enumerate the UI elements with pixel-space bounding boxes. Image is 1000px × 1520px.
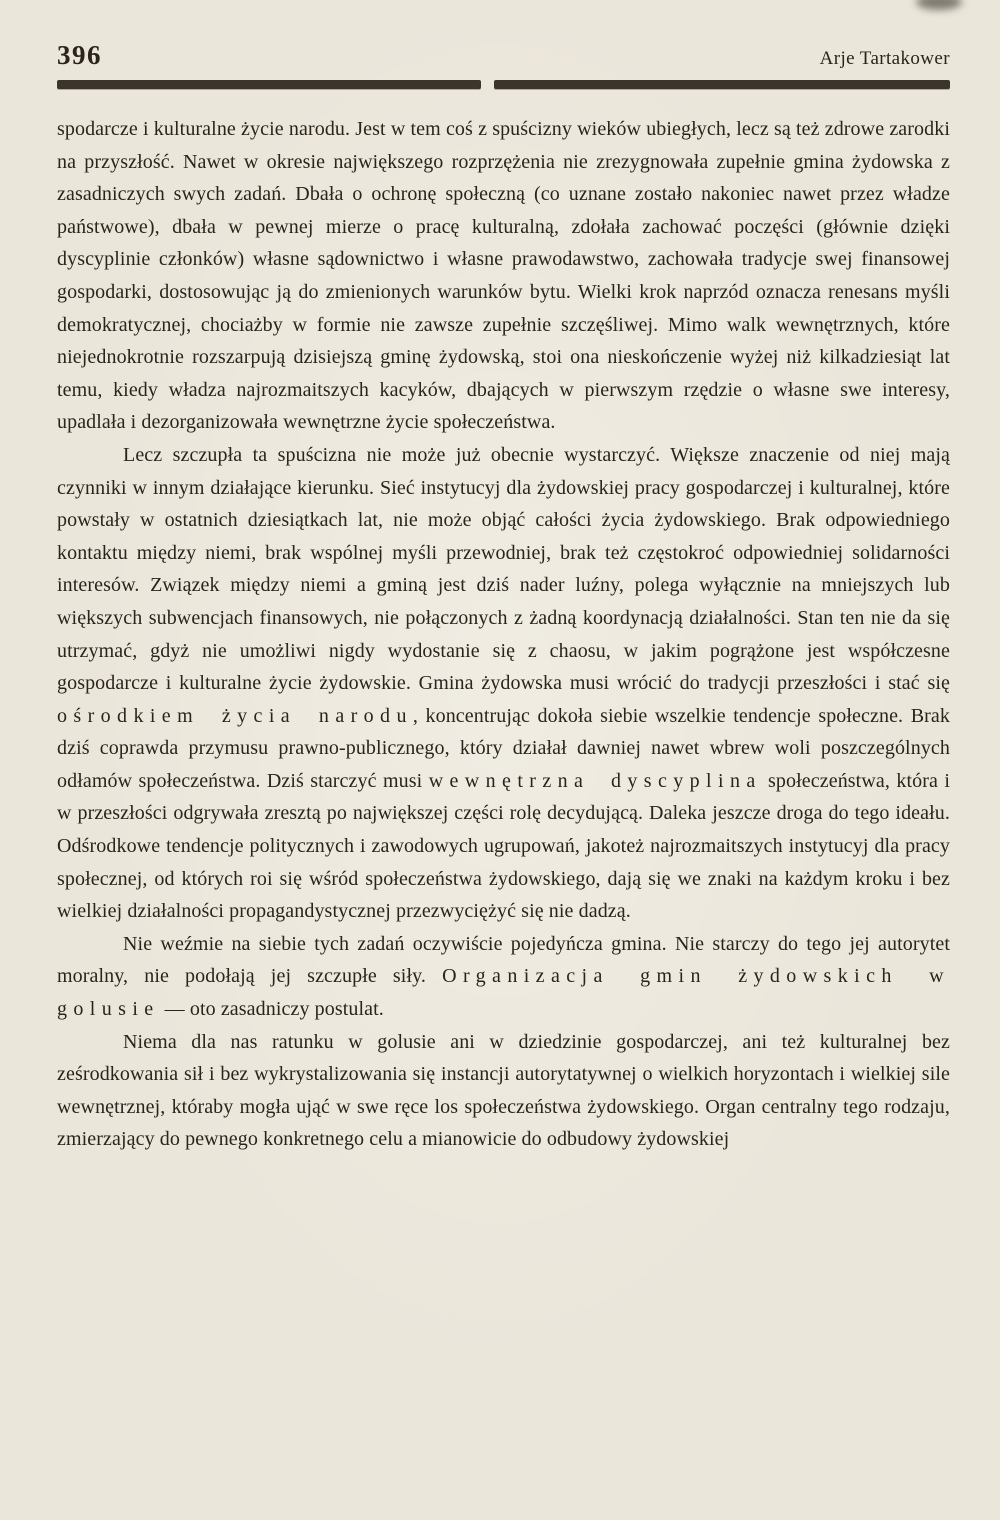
running-header-author: Arje Tartakower	[819, 48, 950, 69]
header-rule-left-segment	[57, 80, 481, 89]
header-rule-right-segment	[494, 80, 950, 89]
page-body	[57, 113, 950, 1156]
text-segment: , koncentrując dokoła siebie wszelkie tendencje społeczne. Brak dziś coprawda przymusu prawno-publicznego, który działał dawniej nawet wbrew woli poszczególnych odłamów społeczeństwa. Dziś starczyć musi	[57, 704, 950, 792]
header-rule	[57, 80, 950, 89]
text-segment: społeczeństwa, która i w przeszłości odgrywała zresztą po największej części rolę decydującą. Daleka jeszcze droga do tego ideału. Odśrodkowe tendencje politycznych i zawodowych ugrupowań, jakoteż najrozmaitszych instytucyj dla pracy społecznej, od których roi się wśród społeczeństwa żydowskiego, dają się we znaki na każdym kroku i bez wielkiej działalności propagandystycznej przezwyciężyć się nie dadzą.	[57, 769, 950, 923]
emphasized-text: ośrodkiem życia narodu	[57, 704, 413, 727]
paragraph	[57, 439, 950, 928]
scan-smudge	[916, 0, 962, 10]
emphasized-text: wewnętrzna dyscyplina	[428, 769, 762, 792]
page-header	[57, 40, 950, 71]
emphasized-text: Organizacja gmin żydowskich w golusie	[57, 965, 951, 1021]
text-segment: Lecz szczupła ta spuścizna nie może już obecnie wystarczyć. Większe znaczenie od niej mają czynniki w innym działające kierunku. Sieć instytucyj dla żydowskiej pracy gospodarczej i kulturalnej, które powstały w ostatnich dziesiątkach lat, nie może objąć całości życia żydowskiego. Brak odpowiedniego kontaktu między niemi, brak wspólnej myśli przewodniej, brak też częstokroć odpowiedniej solidarności interesów. Związek między niemi a gminą jest dziś nader luźny, polega wyłącznie na mniejszych lub większych subwencjach finansowych, nie połączonych z żadną koordynacją działalności. Stan ten nie da się utrzymać, gdyż nie umożliwi nigdy wydostanie się z chaosu, w jakim pogrążone jest współczesne gospodarcze i kulturalne życie żydowskie. Gmina żydowska musi wrócić do tradycji przeszłości i stać się	[57, 443, 950, 695]
paragraph: Niema dla nas ratunku w golusie ani w dziedzinie gospodarczej, ani też kulturalnej bez ześrodkowania sił i bez wykrystalizowania się instancji autorytatywnej o wielkich horyzontach i wielkiej sile wewnętrznej, któraby mogła ująć w swe ręce los społeczeństwa żydowskiego. Organ centralny tego rodzaju, zmierzający do pewnego konkretnego celu a mianowicie do odbudowy żydowskiej	[57, 1030, 950, 1151]
text-segment: — oto zasadniczy postulat.	[159, 998, 384, 1021]
paragraph	[57, 928, 950, 1026]
text-segment: Nie weźmie na siebie tych zadań oczywiście pojedyńcza gmina. Nie starczy do tego jej autorytet moralny, nie podołają jej szczupłe siły.	[57, 932, 950, 988]
page-number: 396	[57, 40, 102, 70]
paragraph: spodarcze i kulturalne życie narodu. Jest w tem coś z spuścizny wieków ubiegłych, lecz są też zdrowe zarodki na przyszłość. Nawet w okresie największego rozprzężenia nie zrezygnowała zupełnie gmina żydowska z zasadniczych swych zadań. Dbała o ochronę społeczną (co uznane zostało nakoniec nawet przez władze państwowe), dbała w pewnej mierze o pracę kulturalną, zdołała zachować poczęści (głównie dzięki dyscyplinie członków) własne sądownictwo i własne prawodawstwo, zachowała tradycje swej finansowej gospodarki, dostosowując ją do zmienionych warunków bytu. Wielki krok naprzód oznacza renesans myśli demokratycznej, chociażby w formie nie zawsze zupełnie szczęśliwej. Mimo walk wewnętrznych, które niejednokrotnie rozszarpują dzisiejszą gminę żydowską, stoi ona nieskończenie wyżej niż kilkadziesiąt lat temu, kiedy władza najrozmaitszych kacyków, dbających w pierwszym rzędzie o własne swe interesy, upadlała i dezorganizowała wewnętrzne życie społeczeństwa.	[57, 118, 950, 434]
